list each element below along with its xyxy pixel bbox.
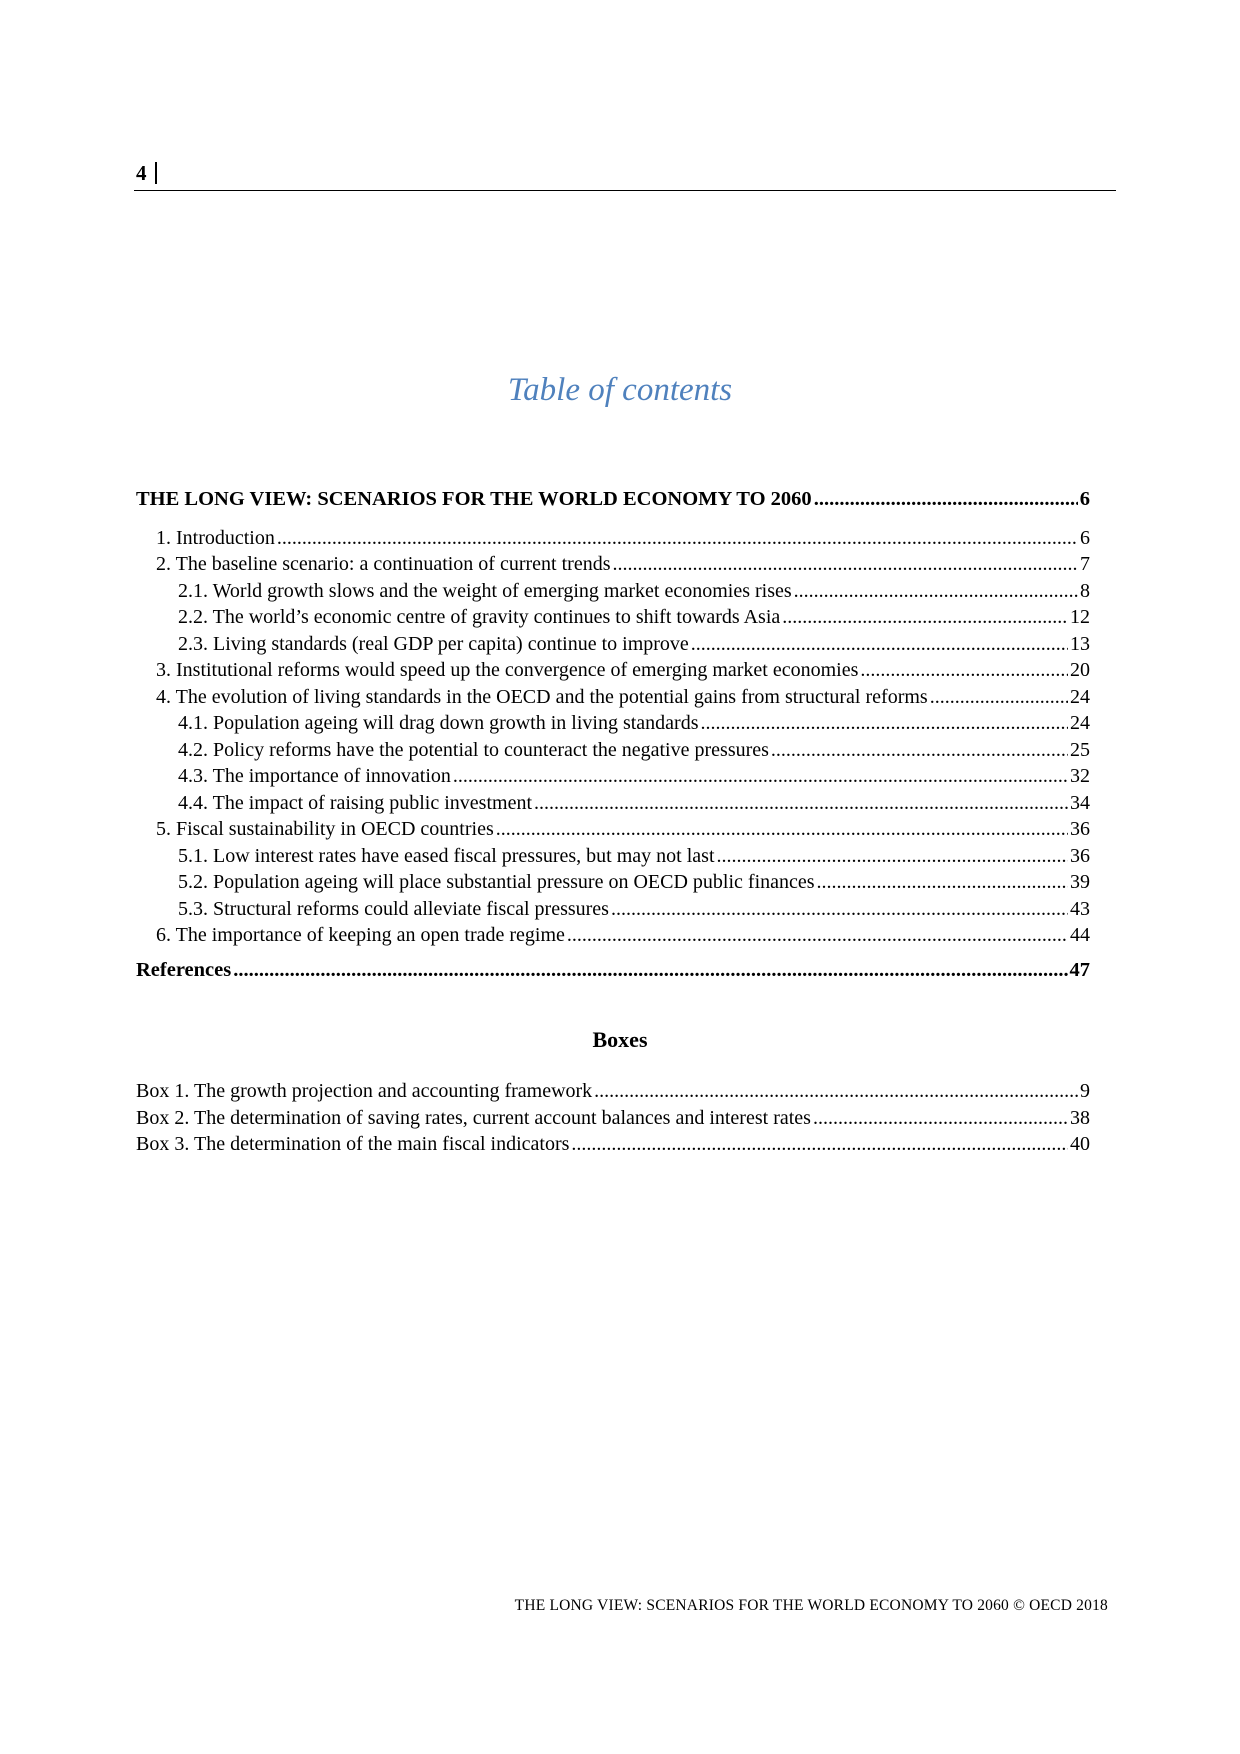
dot-leader	[691, 631, 1068, 658]
dot-leader	[717, 843, 1068, 870]
box-entry-title: Box 1. The growth projection and accounting framework	[136, 1080, 593, 1102]
toc-title: Table of contents	[507, 372, 733, 408]
toc-entry-title: 1. Introduction	[156, 526, 275, 549]
toc-entry-page: 36	[1070, 844, 1090, 867]
toc-entry-title: 2.1. World growth slows and the weight of emerging market economies rises	[178, 579, 792, 602]
dot-leader	[453, 763, 1068, 790]
dot-leader	[233, 957, 1067, 984]
toc-entry-title: 2.3. Living standards (real GDP per capita) continue to improve	[178, 632, 689, 655]
dot-leader	[611, 896, 1068, 923]
toc-entry-page: 32	[1070, 765, 1090, 787]
toc-entry[interactable]	[136, 631, 1090, 658]
toc-entry[interactable]	[136, 657, 1090, 684]
box-entry-page: 38	[1070, 1106, 1090, 1129]
toc-entry-title: 2. The baseline scenario: a continuation of current trends	[156, 553, 611, 575]
box-entry-title: Box 2. The determination of saving rates, current account balances and interest rates	[136, 1106, 811, 1129]
toc-entry-page: 39	[1070, 871, 1090, 893]
toc-entry[interactable]	[136, 710, 1090, 737]
dot-leader	[817, 869, 1068, 896]
toc-entry-page: 43	[1070, 897, 1090, 920]
toc-entry-page: 8	[1080, 579, 1090, 602]
dot-leader	[496, 816, 1068, 843]
toc-entry-title: 5. Fiscal sustainability in OECD countries	[156, 818, 494, 840]
toc-entry-page: 44	[1070, 924, 1090, 946]
page-number: 4	[136, 162, 157, 184]
toc-entry[interactable]	[136, 578, 1090, 605]
toc-entry-title: 4.2. Policy reforms have the potential to counteract the negative pressures	[178, 738, 769, 761]
toc-entry[interactable]	[136, 896, 1090, 923]
dot-leader	[277, 525, 1078, 552]
page-footer: THE LONG VIEW: SCENARIOS FOR THE WORLD ECONOMY TO 2060 © OECD 2018	[514, 1597, 1108, 1614]
toc-entry-title: 5.2. Population ageing will place substantial pressure on OECD public finances	[178, 871, 815, 893]
boxes-list	[136, 1078, 1090, 1158]
dot-leader	[534, 790, 1068, 817]
toc-entry-page: 25	[1070, 738, 1090, 761]
box-entry[interactable]	[136, 1131, 1090, 1158]
box-entry[interactable]	[136, 1105, 1090, 1132]
toc-entry-title: 6. The importance of keeping an open trade regime	[156, 924, 565, 946]
toc-entry-page: 12	[1070, 606, 1090, 628]
toc-entry-page: 13	[1070, 632, 1090, 655]
toc-entry-page: 6	[1080, 526, 1090, 549]
toc-entry-page: 24	[1070, 685, 1090, 708]
toc-entry-references[interactable]	[136, 957, 1090, 984]
dot-leader	[860, 657, 1068, 684]
box-entry-page: 40	[1070, 1133, 1090, 1155]
toc-entry-title: 2.2. The world’s economic centre of gravity continues to shift towards Asia	[178, 606, 781, 628]
toc-entry-title: 3. Institutional reforms would speed up the convergence of emerging market economies	[156, 659, 859, 681]
toc-entry-title: 5.3. Structural reforms could alleviate fiscal pressures	[178, 897, 609, 920]
boxes-heading: Boxes	[592, 1027, 648, 1052]
toc-entry-page: 6	[1079, 488, 1090, 510]
dot-leader	[594, 1078, 1078, 1105]
box-entry-page: 9	[1080, 1080, 1090, 1102]
toc-entry-page: 47	[1069, 958, 1090, 981]
table-of-contents	[136, 486, 1090, 983]
dot-leader	[701, 710, 1069, 737]
toc-entry[interactable]	[136, 790, 1090, 817]
toc-entry-title: 4.3. The importance of innovation	[178, 765, 451, 787]
dot-leader	[930, 684, 1068, 711]
toc-entry[interactable]	[136, 843, 1090, 870]
toc-entry-title: 5.1. Low interest rates have eased fiscal pressures, but may not last	[178, 844, 715, 867]
toc-entry[interactable]	[136, 816, 1090, 843]
toc-entry[interactable]	[136, 763, 1090, 790]
toc-entry-page: 24	[1070, 712, 1090, 734]
toc-entry[interactable]	[136, 525, 1090, 552]
toc-entry[interactable]	[136, 551, 1090, 578]
toc-entry[interactable]	[136, 684, 1090, 711]
dot-leader	[571, 1131, 1068, 1158]
toc-entry[interactable]	[136, 604, 1090, 631]
toc-entry-page: 7	[1080, 553, 1090, 575]
toc-entry-title: References	[136, 958, 232, 981]
dot-leader	[612, 551, 1078, 578]
toc-entry-title: 4.4. The impact of raising public investment	[178, 791, 533, 814]
box-entry-title: Box 3. The determination of the main fiscal indicators	[136, 1133, 570, 1155]
toc-entry-page: 20	[1070, 659, 1090, 681]
dot-leader	[794, 578, 1078, 605]
toc-entry-title: 4.1. Population ageing will drag down growth in living standards	[178, 712, 699, 734]
toc-entry[interactable]	[136, 869, 1090, 896]
toc-entry-title: 4. The evolution of living standards in the OECD and the potential gains from structural reforms	[156, 685, 928, 708]
dot-leader	[771, 737, 1068, 764]
toc-entry-title: THE LONG VIEW: SCENARIOS FOR THE WORLD ECONOMY TO 2060	[136, 488, 812, 510]
dot-leader	[782, 604, 1068, 631]
toc-entry-main[interactable]	[136, 486, 1090, 513]
dot-leader	[813, 1105, 1068, 1132]
toc-entry[interactable]	[136, 737, 1090, 764]
toc-entry-page: 34	[1070, 791, 1090, 814]
page-header	[134, 160, 1116, 191]
box-entry[interactable]	[136, 1078, 1090, 1105]
dot-leader	[567, 922, 1068, 949]
dot-leader	[814, 486, 1078, 513]
toc-entry-page: 36	[1070, 818, 1090, 840]
toc-entry[interactable]	[136, 922, 1090, 949]
